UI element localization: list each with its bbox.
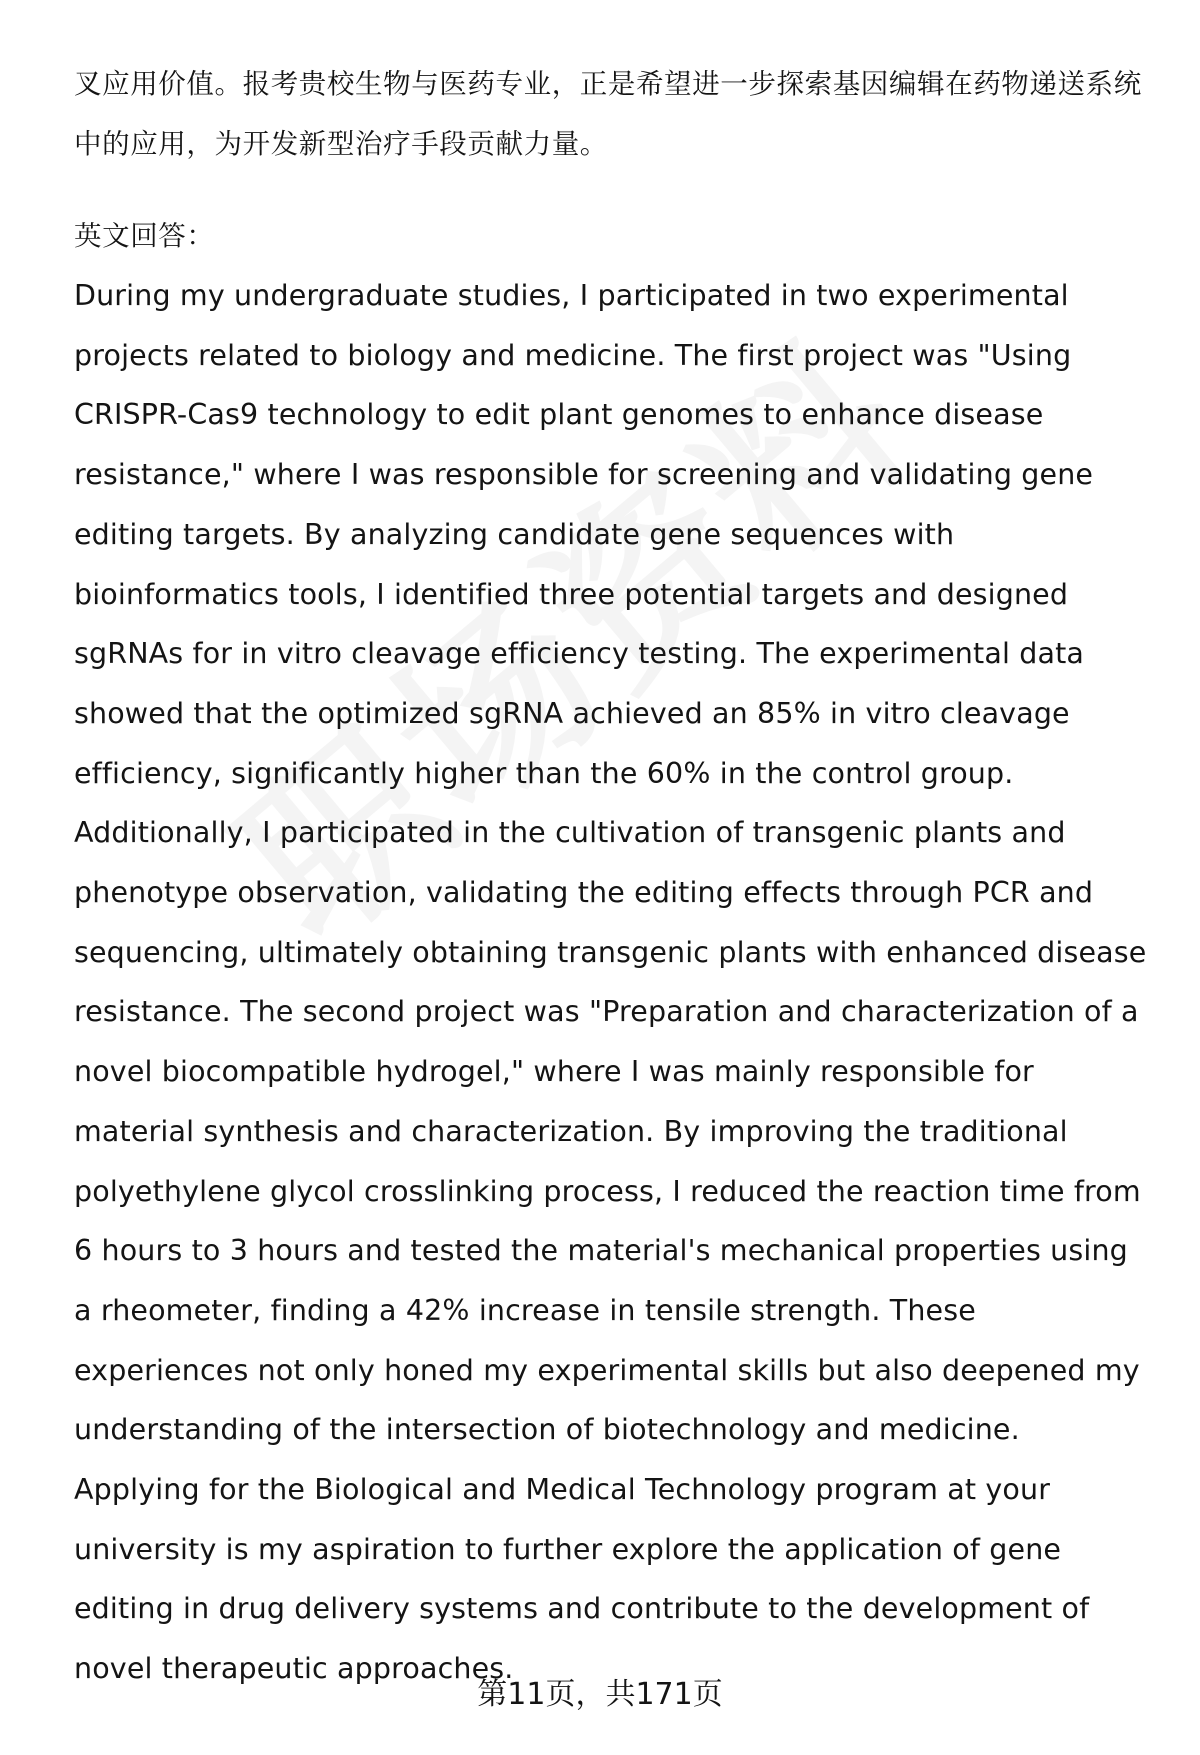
page-number-footer: 第11页，共171页 [477, 1677, 723, 1712]
page-content [74, 54, 1154, 1699]
english-answer-paragraph: During my undergraduate studies, I participated in two experimental projects related to biology and medicine. The first project was "Using CRISPR-Cas9 technology to edit plant genomes to enhance disease resistance," where I was responsible for screening and validating gene editing targets. By analyzing candidate gene sequences with bioinformatics tools, I identified three potential targets and designed sgRNAs for in vitro cleavage efficiency testing. The experimental data showed that the optimized sgRNA achieved an 85% in vitro cleavage efficiency, significantly higher than the 60% in the control group. Additionally, I participated in the cultivation of transgenic plants and phenotype observation, validating the editing effects through PCR and sequencing, ultimately obtaining transgenic plants with enhanced disease resistance. The second project was "Preparation and characterization of a novel biocompatible hydrogel," where I was mainly responsible for material synthesis and characterization. By improving the traditional polyethylene glycol crosslinking process, I reduced the reaction time from 6 hours to 3 hours and tested the material's mechanical properties using a rheometer, finding a 42% increase in tensile strength. These experiences not only honed my experimental skills but also deepened my understanding of the intersection of biotechnology and medicine. Applying for the Biological and Medical Technology program at your university is my aspiration to further explore the application of gene editing in drug delivery systems and contribute to the development of novel therapeutic approaches. [74, 279, 1147, 1686]
english-answer-heading: 英文回答： [74, 220, 215, 252]
chinese-answer-continuation: 叉应用价值。报考贵校生物与医药专业，正是希望进一步探索基因编辑在药物递送系统中的应用，为开发新型治疗手段贡献力量。 [74, 68, 1142, 160]
